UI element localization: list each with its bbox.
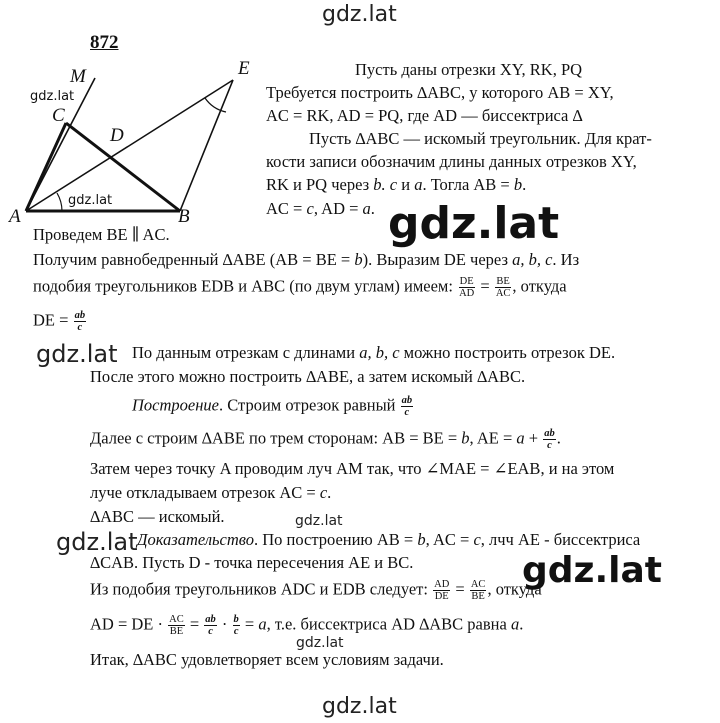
text-line-7: AC = c, AD = a. [266,199,375,218]
text-line-14: Построение. Строим отрезок равный $\frac{ab}{c}$ [132,395,413,418]
text-line-1: Пусть даны отрезки XY, RK, PQ [355,60,583,79]
label-D: D [110,125,124,146]
text-line-18: ∆ABC — искомый. [90,507,225,526]
watermark-bottom: gdz.lat [322,694,397,719]
label-C: C [52,105,65,126]
text-line-5: кости записи обозначим длины данных отрезков XY, [266,152,637,171]
text-line-23: Итак, ∆ABC удовлетворяет всем условиям задачи. [90,650,444,669]
text-line-2: Требуется построить ∆ABC, у которого AB = XY, [266,83,614,102]
text-line-11: DE = $\frac{ab}{c}$ [33,310,86,333]
text-line-15: Далее с строим ∆ABE по трем сторонам: AB = BE = b, AE = a + $\frac{ab}{c}$ . [90,428,561,451]
text-line-8: Проведем BE ∥ AC. [33,225,170,244]
problem-number: 872 [90,32,119,53]
text-line-17: луче откладываем отрезок AC = c. [90,483,332,502]
text-line-16: Затем через точку A проводим луч AM так, что ∠MAE = ∠EAB, и на этом [90,459,615,478]
watermark-right: gdz.lat [522,550,663,591]
watermark-mid-left: gdz.lat [36,340,118,368]
text-line-22: AD = DE · $\frac{AC}{BE}$ = $\frac{ab}{c}$ · $\frac{b}{c}$ = a, т.е. биссектриса AD ∆ABC равна a. [90,614,524,637]
watermark-proof-left: gdz.lat [56,528,138,556]
text-line-20: ∆CAB. Пусть D - точка пересечения AE и BC. [90,553,414,572]
watermark-center: gdz.lat [388,198,560,249]
text-line-19: Доказательство. По построению AB = b, AC = c, лчч AE - биссектриса [137,530,641,549]
watermark-proof-bottom-small: gdz.lat [296,635,344,651]
text-line-21: Из подобия треугольников ADC и EDB следует: $\frac{AD}{DE}$ = $\frac{AC}{BE}$ , откуда [90,579,542,602]
label-A: A [9,206,21,227]
geometry-figure [0,0,270,230]
figure-watermark-left: gdz.lat [30,89,75,104]
text-line-4: Пусть ∆ABC — искомый треугольник. Для крат- [309,129,652,148]
text-line-12: По данным отрезкам с длинами a, b, c можно построить отрезок DE. [132,343,616,362]
text-line-6: RK и PQ через b. c и a. Тогла AB = b. [266,175,527,194]
label-B: B [178,206,190,227]
text-line-13: После этого можно построить ∆ABE, а затем искомый ∆ABC. [90,367,526,386]
watermark-top: gdz.lat [322,2,397,27]
angle-arc-A [57,193,62,211]
label-E: E [238,58,250,79]
text-line-3: AC = RK, AD = PQ, где AD — биссектриса ∆ [266,106,583,125]
figure-watermark-angle: gdz.lat [68,193,113,208]
label-M: M [70,66,86,87]
text-line-10: подобия треугольников EDB и ABC (по двум углам) имеем: $\frac{DE}{AD}$ = $\frac{BE}{AC}$ , откуда [33,276,567,299]
watermark-proof-small: gdz.lat [295,513,343,529]
text-line-9: Получим равнобедренный ∆ABE (AB = BE = b). Выразим DE через a, b, c. Из [33,250,580,269]
